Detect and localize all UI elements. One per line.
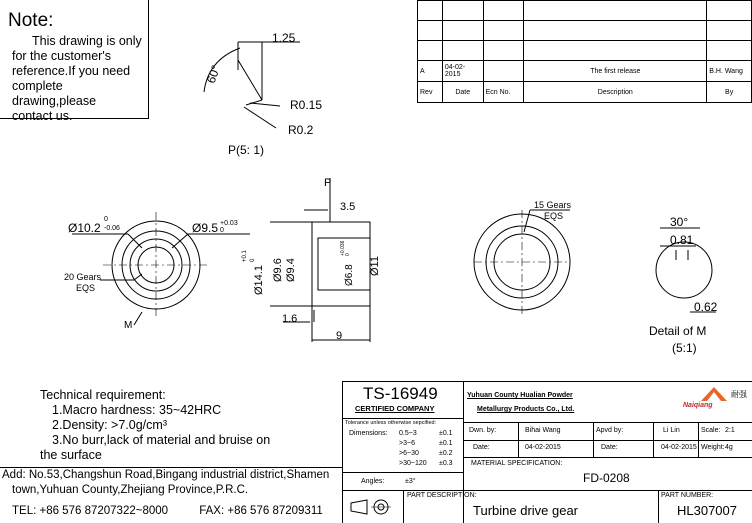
angle-label: 30° xyxy=(670,215,689,229)
tolerance-lower: -0.06 xyxy=(104,225,120,232)
approved-by-label: Apvd by: xyxy=(596,427,624,434)
detail-m-scale: (5:1) xyxy=(672,341,697,355)
tol-value: ±0.3 xyxy=(439,460,453,467)
tolerance-header: Tolerance unless otherwise sepcified: xyxy=(345,420,437,426)
tech-item: 2.Density: >7.0g/cm³ xyxy=(52,418,167,432)
tolerance-lower: 0 xyxy=(220,227,224,234)
eqs-label: EQS xyxy=(544,211,564,221)
note-line: for the customer's xyxy=(12,49,111,63)
part-description-value: Turbine drive gear xyxy=(473,503,579,518)
radius-label: R0.15 xyxy=(290,98,323,112)
address-line: town,Yuhuan County,Zhejiang Province,P.R.C. xyxy=(12,484,249,496)
back-view xyxy=(474,210,570,314)
description-header: Description xyxy=(524,82,707,103)
tol-range: 0.5~3 xyxy=(399,430,417,437)
date-value: 04-02-2015 xyxy=(661,444,697,451)
drawn-by-value: Bihai Wang xyxy=(525,427,561,434)
ecn-header: Ecn No. xyxy=(483,82,524,103)
address-block xyxy=(0,467,343,523)
scale-label: Scale: xyxy=(701,427,721,434)
angles-label: Angles: xyxy=(361,478,385,485)
diameter-label: Ø9.6 xyxy=(272,258,284,282)
technical-requirements xyxy=(40,388,270,463)
cert-title: TS-16949 xyxy=(363,384,438,403)
tolerance-upper: 0 xyxy=(104,216,108,223)
tech-item: 1.Macro hardness: 35~42HRC xyxy=(52,403,222,417)
projection-symbol-icon xyxy=(349,497,395,517)
rev-header: Rev xyxy=(418,82,443,103)
tolerance-upper: +0.03 xyxy=(220,220,238,227)
description-cell: The first release xyxy=(524,61,707,82)
part-number-value: HL307007 xyxy=(677,503,737,518)
logo-cn: 耐强 xyxy=(731,390,747,399)
material-value: FD-0208 xyxy=(583,471,630,485)
radius-label: R0.2 xyxy=(288,123,314,137)
angle-label: 60° xyxy=(203,63,224,86)
date-label: Date: xyxy=(601,444,618,451)
dim-label: 0.81 xyxy=(670,233,694,247)
part-description-label: PART DESCRIPTION: xyxy=(407,492,477,499)
dim-label: 9 xyxy=(336,330,343,342)
p-marker-label: P xyxy=(324,177,332,189)
part-number-label: PART NUMBER: xyxy=(661,492,714,499)
tolerance-upper: +0.036 xyxy=(340,240,346,256)
logo-text: Naiqiang xyxy=(683,402,713,409)
date-cell: 04-02-2015 xyxy=(442,61,483,82)
dim-width-label: 1.25 xyxy=(272,31,296,45)
title-block xyxy=(342,381,752,523)
detail-p xyxy=(204,42,300,128)
tolerance-lower: 0 xyxy=(250,258,256,262)
tol-value: ±0.1 xyxy=(439,430,453,437)
approved-by-value: Li Lin xyxy=(663,427,680,434)
fax-label: FAX: +86 576 87209311 xyxy=(199,505,323,517)
date-value: 04-02-2015 xyxy=(525,444,561,451)
tol-value: ±0.1 xyxy=(439,440,453,447)
note-title: Note: xyxy=(8,10,54,31)
date-header: Date xyxy=(442,82,483,103)
dim-label: 1.6 xyxy=(282,313,298,325)
dimensions-label: Dimensions: xyxy=(349,430,388,437)
detail-m-label: Detail of M xyxy=(649,324,707,338)
eqs-label: EQS xyxy=(76,283,96,293)
outer-diameter-label: Ø10.2 xyxy=(68,221,101,235)
tol-value: ±0.2 xyxy=(439,450,453,457)
material-label: MATERIAL SPECIFICATION: xyxy=(471,460,563,467)
by-cell: B.H. Wang xyxy=(707,61,752,82)
by-header: By xyxy=(707,82,752,103)
note-line: reference.If you need xyxy=(12,64,131,78)
tech-title: Technical requirement: xyxy=(40,388,166,402)
weight-value: 4g xyxy=(725,444,733,451)
company-name: Yuhuan County Hualian Powder xyxy=(467,392,573,399)
view-m-label: M xyxy=(124,320,133,331)
tolerance-lower: 0 xyxy=(345,253,351,256)
drawn-by-label: Dwn. by: xyxy=(469,427,497,434)
detail-p-label: P(5: 1) xyxy=(228,143,265,157)
company-name: Metallurgy Products Co., Ltd. xyxy=(477,406,575,413)
tol-range: >30~120 xyxy=(399,460,427,467)
gears-label: 20 Gears xyxy=(64,272,102,282)
dim-label: 3.5 xyxy=(340,201,356,213)
weight-label: Weight: xyxy=(701,444,725,451)
tol-range: >3~6 xyxy=(399,440,415,447)
dim-label: 0.62 xyxy=(694,300,718,314)
gears-label: 15 Gears xyxy=(534,200,572,210)
inner-diameter-label: Ø9.5 xyxy=(192,221,219,235)
tel-label: TEL: +86 576 87207322~8000 xyxy=(12,505,169,517)
logo-icon xyxy=(699,385,729,403)
tech-item: 3.No burr,lack of material and bruise on xyxy=(52,433,271,447)
diameter-label: Ø14.1 xyxy=(253,265,265,295)
tech-item: the surface xyxy=(40,448,102,462)
diameter-label: Ø9.4 xyxy=(285,258,297,282)
rev-cell: A xyxy=(418,61,443,82)
tolerance-upper: +0.1 xyxy=(242,250,248,262)
angles-value: ±3° xyxy=(405,478,416,485)
date-label: Date: xyxy=(473,444,490,451)
cert-subtitle: CERTIFIED COMPANY xyxy=(355,404,435,413)
note-line: complete drawing,please xyxy=(12,79,97,108)
diameter-label: Ø11 xyxy=(369,256,381,276)
diameter-label: Ø6.8 xyxy=(344,264,355,286)
address-line: Add: No.53,Changshun Road,Bingang industrial district,Shamen xyxy=(2,469,330,481)
note-line: contact us. xyxy=(12,109,73,123)
note-line: This drawing is only xyxy=(32,34,142,48)
scale-value: 2:1 xyxy=(725,427,735,434)
tol-range: >6~30 xyxy=(399,450,419,457)
